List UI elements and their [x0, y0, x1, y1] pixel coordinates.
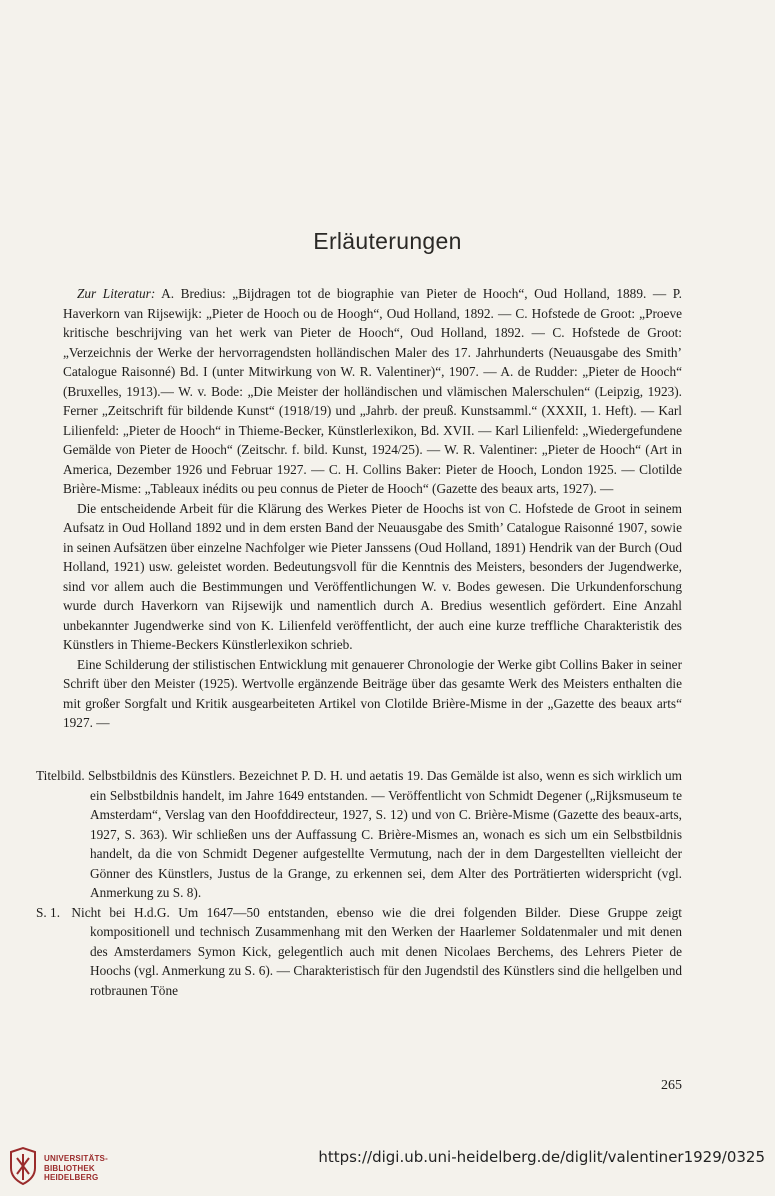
notes-section: [36, 766, 682, 1000]
source-url-link[interactable]: https://digi.ub.uni-heidelberg.de/diglit/valentiner1929/0325: [318, 1148, 765, 1166]
body-paragraph-2: Eine Schilderung der stilistischen Entwicklung mit genauerer Chronologie der Werke gibt Collins Baker in seiner Schrift über den Meister (1925). Wertvolle ergänzende Beiträge über das gesamte Werk des Meisters enthalten die mit großer Sorgfalt und Kritik ausgearbeiteten Artikel von Clotilde Brière-Misme in der „Gazette des beaux arts“ 1927. —: [63, 656, 682, 730]
library-logo[interactable]: [8, 1146, 118, 1190]
note-item: [36, 766, 682, 903]
page-title: Erläuterungen: [313, 228, 462, 254]
logo-text: [44, 1154, 108, 1183]
page-number: 265: [661, 1078, 682, 1093]
note-text: Selbstbildnis des Künstlers. Bezeichnet P. D. H. und aetatis 19. Das Gemälde ist also, wenn es sich wirklich um ein Selbstbildnis handelt, im Jahre 1649 entstanden. — Veröffentlicht von Schmidt Degener („Rijksmuseum te Amsterdam“, Verslag van den Hoofddirecteur, 1927, S. 12) und von C. Brière-Misme (Gazette des beaux-arts, 1927, S. 363). Wir schließen uns der Auffassung C. Brière-Mismes an, wonach es sich um ein Selbstbildnis handelt, da die von Schmidt Degener aufgestellte Vermutung, nach der in dem Dargestellten vielleicht der Gönner des Künstlers, Justus de la Grange, zu erkennen sei, dem Alter des Porträtierten widerspricht (vgl. Anmerkung zu S. 8).: [84, 768, 682, 900]
literature-text: A. Bredius: „Bijdragen tot de biographie van Pieter de Hooch“, Oud Holland, 1889. — P. Haverkorn van Rijsewijk: „Pieter de Hooch ou de Hoogh“, Oud Holland, 1892. — C. Hofstede de Groot: „Proeve kritische beschrijving van het werk van Pieter de Hooch“, Oud Holland, 1892. — C. Hofstede de Groot: „Verzeichnis der Werke der hervorragendsten holländischen Maler des 17. Jahrhunderts (Neuausgabe des Smith’ Catalogue Raisonné) Bd. I (unter Mitwirkung von W. R. Valentiner)“, 1907. — A. de Rudder: „Pieter de Hooch“ (Bruxelles, 1913).— W. v. Bode: „Die Meister der holländischen und vlämischen Malerschulen“ (Leipzig, 1923). Ferner „Zeitschrift für bildende Kunst“ (1918/19) und „Jahrb. der preuß. Kunstsamml.“ (XXXII, 1. Heft). — Karl Lilienfeld: „Pieter de Hooch“ in Thieme-Becker, Künstlerlexikon, Bd. XVII. — Karl Lilienfeld: „Wiedergefundene Gemälde von Pieter de Hooch“ (Zeitschr. f. bild. Kunst, 1924/25). — W. R. Valentiner: „Pieter de Hooch“ (Art in America, Dezember 1926 und Februar 1927. — C. H. Collins Baker: Pieter de Hooch, London 1925. — Clotilde Brière-Misme: „Tableaux inédits ou peu connus de Pieter de Hooch“ (Gazette des beaux arts, 1927). —: [63, 286, 682, 496]
body-paragraph-1: Die entscheidende Arbeit für die Klärung des Werkes Pieter de Hoochs ist von C. Hofstede de Groot in seinem Aufsatz in Oud Holland 1892 und in dem ersten Band der Neuausgabe des Smith’ Catalogue Raisonné 1907, sowie in seinen Aufsätzen über einzelne Nachfolger wie Pieter Janssens (Oud Holland, 1891) Hendrik van der Burch (Oud Holland, 1921) usw. geleistet worden. Bedeutungsvoll für die Kenntnis des Meisters, besonders der Jugendwerke, sind vor allem auch die Bestimmungen und Veröffentlichungen W. v. Bodes gewesen. Die Urkundenforschung wurde durch Haverkorn van Rijsewijk und namentlich durch A. Bredius wesentlich gefördert. Eine Anzahl unbekannter Jugendwerke sind von K. Lilienfeld veröffentlicht, der auch eine kurze treffliche Charakteristik des Künstlers in Thieme-Beckers Künstlerlexikon schrieb.: [63, 500, 682, 652]
library-seal-icon: [8, 1146, 38, 1186]
literature-section: [63, 284, 682, 733]
logo-line-2: BIBLIOTHEK: [44, 1163, 95, 1173]
logo-line-3: HEIDELBERG: [44, 1173, 99, 1182]
literature-label: Zur Literatur:: [77, 286, 156, 301]
note-label: Titelbild.: [36, 768, 85, 783]
note-item: S. 1. Nicht bei H.d.G. Um 1647—50 entstanden, ebenso wie die drei folgenden Bilder. Diese Gruppe zeigt kompositionell und technisch Zusammenhang mit den Werken der Haarlemer Soldatenmaler und mit denen des Amsterdamers Symon Kick, gelegentlich auch mit denen Nicolaes Berchems, des Lehrers Pieter de Hoochs (vgl. Anmerkung zu S. 6). — Charakteristisch für den Jugendstil des Künstlers sind die hellgelben und rotbraunen Töne: [36, 904, 682, 998]
footer-bar: [0, 1140, 775, 1196]
note-text: Nicht bei H.d.G. Um 1647—50 entstanden, ebenso wie die drei folgenden Bilder. Diese Gruppe zeigt kompositionell und technisch Zusammenhang mit den Werken der Haarlemer Soldatenmaler und mit denen des Amsterdamers Symon Kick, gelegentlich auch mit denen Nicolaes Berchems, des Lehrers Pieter de Hoochs (vgl. Anmerkung zu S. 6). — Charakteristisch für den Jugendstil des Künstlers sind die hellgelben und rotbraunen Töne: [63, 904, 682, 998]
logo-line-1: UNIVERSITÄTS-: [44, 1154, 108, 1163]
literature-paragraph: [63, 284, 682, 499]
